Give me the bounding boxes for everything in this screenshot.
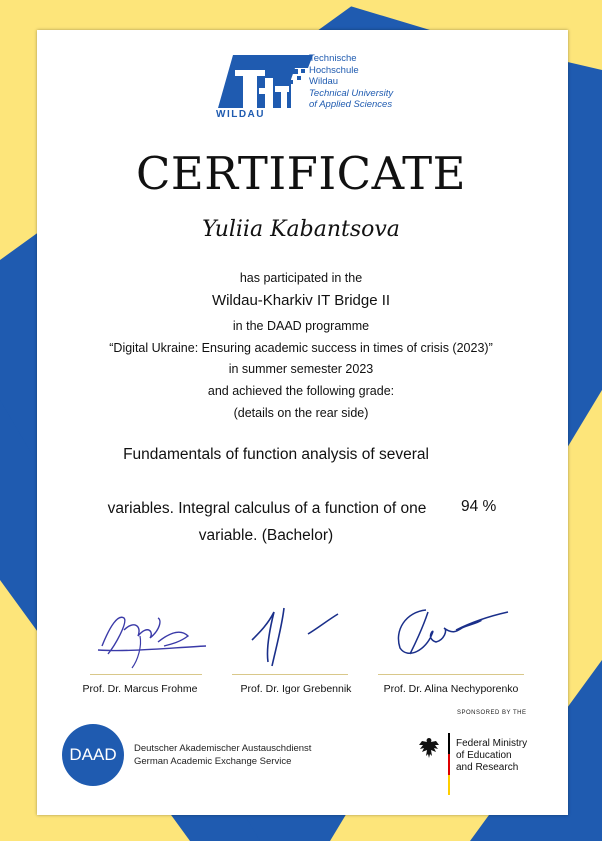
sponsor-label: SPONSORED BY THE	[457, 710, 527, 716]
recipient-name: Yuliia Kabantsova	[202, 217, 400, 242]
logo-line: of Applied Sciences	[309, 99, 393, 110]
signatory-name: Prof. Dr. Alina Nechyporenko	[383, 683, 519, 695]
logo-line: Technische	[309, 53, 357, 64]
german-flag-stripe	[448, 733, 450, 795]
course-line: Fundamentals of function analysis of several	[123, 446, 429, 463]
body-line: in the DAAD programme	[232, 319, 370, 333]
daad-line-de: Deutscher Akademischer Austauschdienst	[134, 743, 312, 754]
logo-line: Wildau	[309, 76, 339, 87]
body-line: and achieved the following grade:	[207, 384, 395, 398]
bmbf-line: Federal Ministry	[456, 738, 528, 749]
logo-line: Hochschule	[309, 64, 359, 76]
federal-eagle-icon	[418, 736, 440, 760]
daad-logo: DAAD	[62, 724, 124, 786]
program-name: Wildau-Kharkiv IT Bridge II	[211, 292, 391, 309]
certificate-title: CERTIFICATE	[136, 147, 466, 200]
bmbf-line: and Research	[456, 762, 519, 773]
body-line: (details on the rear side)	[233, 406, 369, 420]
daad-line-en: German Academic Exchange Service	[134, 756, 292, 767]
signature-grebennik	[246, 604, 346, 668]
logo-line: Technical University	[309, 87, 394, 99]
course-line: variable. (Bachelor)	[198, 527, 334, 544]
signature-line	[232, 674, 348, 675]
logo-wordmark: WILDAU	[216, 109, 265, 120]
signature-nechyporenko	[386, 604, 514, 664]
body-line: has participated in the	[239, 271, 363, 285]
signatory-name: Prof. Dr. Marcus Frohme	[82, 683, 198, 695]
course-line: variables. Integral calculus of a function of one	[107, 500, 427, 517]
signature-line	[90, 674, 202, 675]
body-line: in summer semester 2023	[228, 362, 374, 376]
signature-line	[378, 674, 524, 675]
signature-frohme	[88, 606, 213, 674]
bmbf-text	[456, 738, 527, 774]
logo-text	[309, 53, 393, 111]
programme-title: “Digital Ukraine: Ensuring academic success in times of crisis (2023)”	[109, 341, 493, 355]
grade-value: 94 %	[461, 498, 497, 515]
bmbf-line: of Education	[456, 750, 512, 761]
signatory-name: Prof. Dr. Igor Grebennik	[240, 683, 352, 695]
daad-text	[134, 742, 311, 768]
